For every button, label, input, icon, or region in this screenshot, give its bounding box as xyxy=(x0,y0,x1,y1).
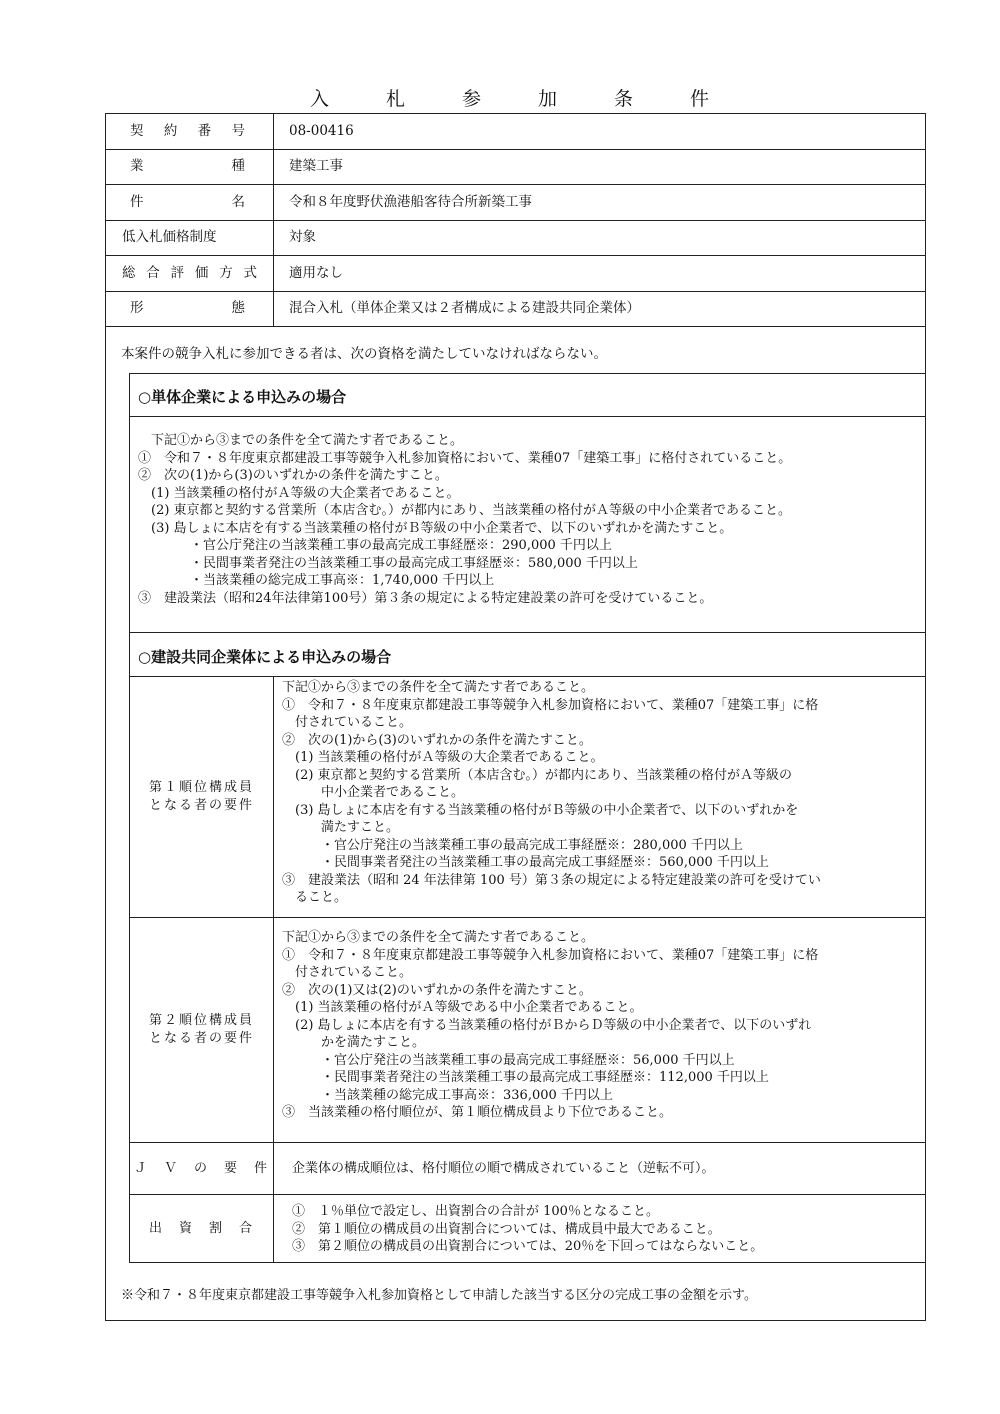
label-char: 形 xyxy=(130,300,144,316)
project-name-value: 令和８年度野伏漁港船客待合所新築工事 xyxy=(289,194,532,210)
industry-value: 建築工事 xyxy=(289,158,343,174)
label-line: 第１順位構成員 xyxy=(148,780,254,795)
row-form xyxy=(106,291,925,327)
condition-line: ること。 xyxy=(282,890,348,905)
footnote: ※令和７・８年度東京都建設工事等競争入札参加資格として申請した該当する区分の完成工事の金額を示す。 xyxy=(121,1288,757,1303)
label-char: 方 xyxy=(219,265,233,281)
row-low-bid-system xyxy=(106,220,925,256)
condition-line: ③ 建設業法（昭和24年法律第100号）第３条の規定による特定建設業の許可を受けていること。 xyxy=(138,590,713,606)
row-project-name xyxy=(106,185,925,221)
document-title: 入 札 参 加 条 件 xyxy=(309,88,728,110)
label-char: 契 xyxy=(130,123,144,139)
condition-line: ② 第１順位の構成員の出資割合については、構成員中最大であること。 xyxy=(292,1221,721,1237)
condition-line: ② 次の(1)から(3)のいずれかの条件を満たすこと。 xyxy=(138,468,448,483)
condition-line: かを満たすこと。 xyxy=(282,1035,426,1050)
condition-line: (3) 島しょに本店を有する当該業種の格付がＢ等級の中小企業者で、以下のいずれかを xyxy=(282,802,799,818)
condition-line: (2) 島しょに本店を有する当該業種の格付がＢからＤ等級の中小企業者で、以下のいずれ xyxy=(282,1017,812,1033)
label-char: 総 xyxy=(122,265,136,281)
low-bid-value: 対象 xyxy=(289,229,316,245)
condition-line: ・民間事業者発注の当該業種工事の最高完成工事経歴※：112,000 千円以上 xyxy=(282,1070,769,1085)
condition-line: 下記①から③までの条件を全て満たす者であること。 xyxy=(138,433,464,448)
jv-requirement-label xyxy=(130,1143,274,1194)
condition-line: (1) 当該業種の格付がＡ等級である中小企業者であること。 xyxy=(282,1000,643,1015)
condition-line: ・官公庁発注の当該業種工事の最高完成工事経歴※：280,000 千円以上 xyxy=(282,837,743,853)
single-conditions xyxy=(129,416,926,633)
condition-line: 付されていること。 xyxy=(282,965,413,980)
label-line: となる者の要件 xyxy=(148,798,254,813)
row-evaluation-method xyxy=(106,256,925,292)
label-char: 業 xyxy=(130,158,144,174)
label-char: 番 xyxy=(197,123,212,139)
label-char: 価 xyxy=(194,265,209,281)
condition-line: ・当該業種の総完成工事高※：336,000 千円以上 xyxy=(282,1087,613,1103)
form-value: 混合入札（単体企業又は２者構成による建設共同企業体） xyxy=(289,300,640,316)
condition-line: ・官公庁発注の当該業種工事の最高完成工事経歴※：56,000 千円以上 xyxy=(282,1052,735,1068)
condition-line: ③ 当該業種の格付順位が、第１順位構成員より下位であること。 xyxy=(282,1105,673,1120)
label-line: Ｊ Ｖ の 要 件 xyxy=(133,1160,269,1176)
jv-requirement-row xyxy=(129,1143,926,1195)
row-industry xyxy=(106,149,925,185)
row-label xyxy=(106,185,274,220)
condition-line: ・当該業種の総完成工事高※：1,740,000 千円以上 xyxy=(138,573,495,588)
condition-line: (3) 島しょに本店を有する当該業種の格付がＢ等級の中小企業者で、以下のいずれかを満たすこと。 xyxy=(138,520,733,536)
row-label xyxy=(106,220,274,255)
label-line: 第２順位構成員 xyxy=(148,1013,254,1028)
condition-line: (2) 東京都と契約する営業所（本店含む。）が都内にあり、当該業種の格付がＡ等級の xyxy=(282,767,793,783)
conditions-table xyxy=(105,113,926,1321)
label-char: 式 xyxy=(243,265,257,281)
condition-line: ① 令和７・８年度東京都建設工事等競争入札参加資格において、業種07「建築工事」に格付されていること。 xyxy=(138,450,792,466)
label-char: 名 xyxy=(231,194,245,210)
label-char: 種 xyxy=(231,158,245,174)
condition-line: ② 次の(1)又は(2)のいずれかの条件を満たすこと。 xyxy=(282,982,592,998)
condition-line: 下記①から③までの条件を全て満たす者であること。 xyxy=(282,680,595,695)
condition-line: 満たすこと。 xyxy=(282,820,400,835)
condition-line: ③ 第２順位の構成員の出資割合については、20％を下回ってはならないこと。 xyxy=(292,1239,764,1254)
condition-line: (1) 当該業種の格付がＡ等級の大企業者であること。 xyxy=(282,750,604,765)
single-heading-box xyxy=(129,373,926,417)
first-member-label xyxy=(130,677,274,917)
row-contract-number xyxy=(106,114,925,150)
jv-investment-row xyxy=(129,1195,926,1263)
jv-second-member-row xyxy=(129,918,926,1143)
single-heading: ○単体企業による申込みの場合 xyxy=(138,388,347,406)
label-char: 件 xyxy=(130,194,144,210)
jv-heading-box xyxy=(129,632,926,677)
intro-text: 本案件の競争入札に参加できる者は、次の資格を満たしていなければならない。 xyxy=(121,346,607,362)
label-char: 合 xyxy=(146,265,160,281)
label-char: 態 xyxy=(231,300,245,316)
jv-heading: ○建設共同企業体による申込みの場合 xyxy=(138,648,392,666)
evaluation-method-value: 適用なし xyxy=(289,265,343,281)
row-label xyxy=(106,256,274,291)
row-label xyxy=(106,291,274,326)
jv-requirement-text: 企業体の構成順位は、格付順位の順で構成されていること（逆転不可）。 xyxy=(292,1161,715,1176)
condition-line: 中小企業者であること。 xyxy=(282,785,465,800)
condition-line: ・民間事業者発注の当該業種工事の最高完成工事経歴※：580,000 千円以上 xyxy=(138,555,638,571)
jv-first-member-row xyxy=(129,677,926,918)
label-line: となる者の要件 xyxy=(148,1031,254,1046)
label-char: 号 xyxy=(231,123,245,139)
label-char: 約 xyxy=(163,123,178,139)
condition-line: (1) 当該業種の格付がＡ等級の大企業者であること。 xyxy=(138,485,460,501)
condition-line: ② 次の(1)から(3)のいずれかの条件を満たすこと。 xyxy=(282,732,592,748)
investment-label xyxy=(130,1195,274,1262)
label-char: 評 xyxy=(170,265,185,281)
condition-line: ・民間事業者発注の当該業種工事の最高完成工事経歴※：560,000 千円以上 xyxy=(282,855,769,870)
row-label xyxy=(106,114,274,149)
row-label xyxy=(106,149,274,184)
condition-line: ① 令和７・８年度東京都建設工事等競争入札参加資格において、業種07「建築工事」に格 xyxy=(282,697,819,713)
condition-line: 付されていること。 xyxy=(282,715,413,730)
condition-line: ① １％単位で設定し、出資割合の合計が 100％となること。 xyxy=(292,1204,659,1219)
condition-line: (2) 東京都と契約する営業所（本店含む。）が都内にあり、当該業種の格付がＡ等級の中小企業者であること。 xyxy=(138,503,792,518)
condition-line: 下記①から③までの条件を全て満たす者であること。 xyxy=(282,930,595,945)
condition-line: ① 令和７・８年度東京都建設工事等競争入札参加資格において、業種07「建築工事」に格 xyxy=(282,947,819,963)
condition-line: ・官公庁発注の当該業種工事の最高完成工事経歴※：290,000 千円以上 xyxy=(138,538,612,553)
contract-number-value: 08-00416 xyxy=(289,123,354,139)
label-line: 出 資 割 合 xyxy=(148,1220,254,1236)
condition-line: ③ 建設業法（昭和 24 年法律第 100 号）第３条の規定による特定建設業の許可を受けてい xyxy=(282,872,821,888)
label-char: 低入札価格制度 xyxy=(122,229,217,245)
second-member-label xyxy=(130,918,274,1142)
